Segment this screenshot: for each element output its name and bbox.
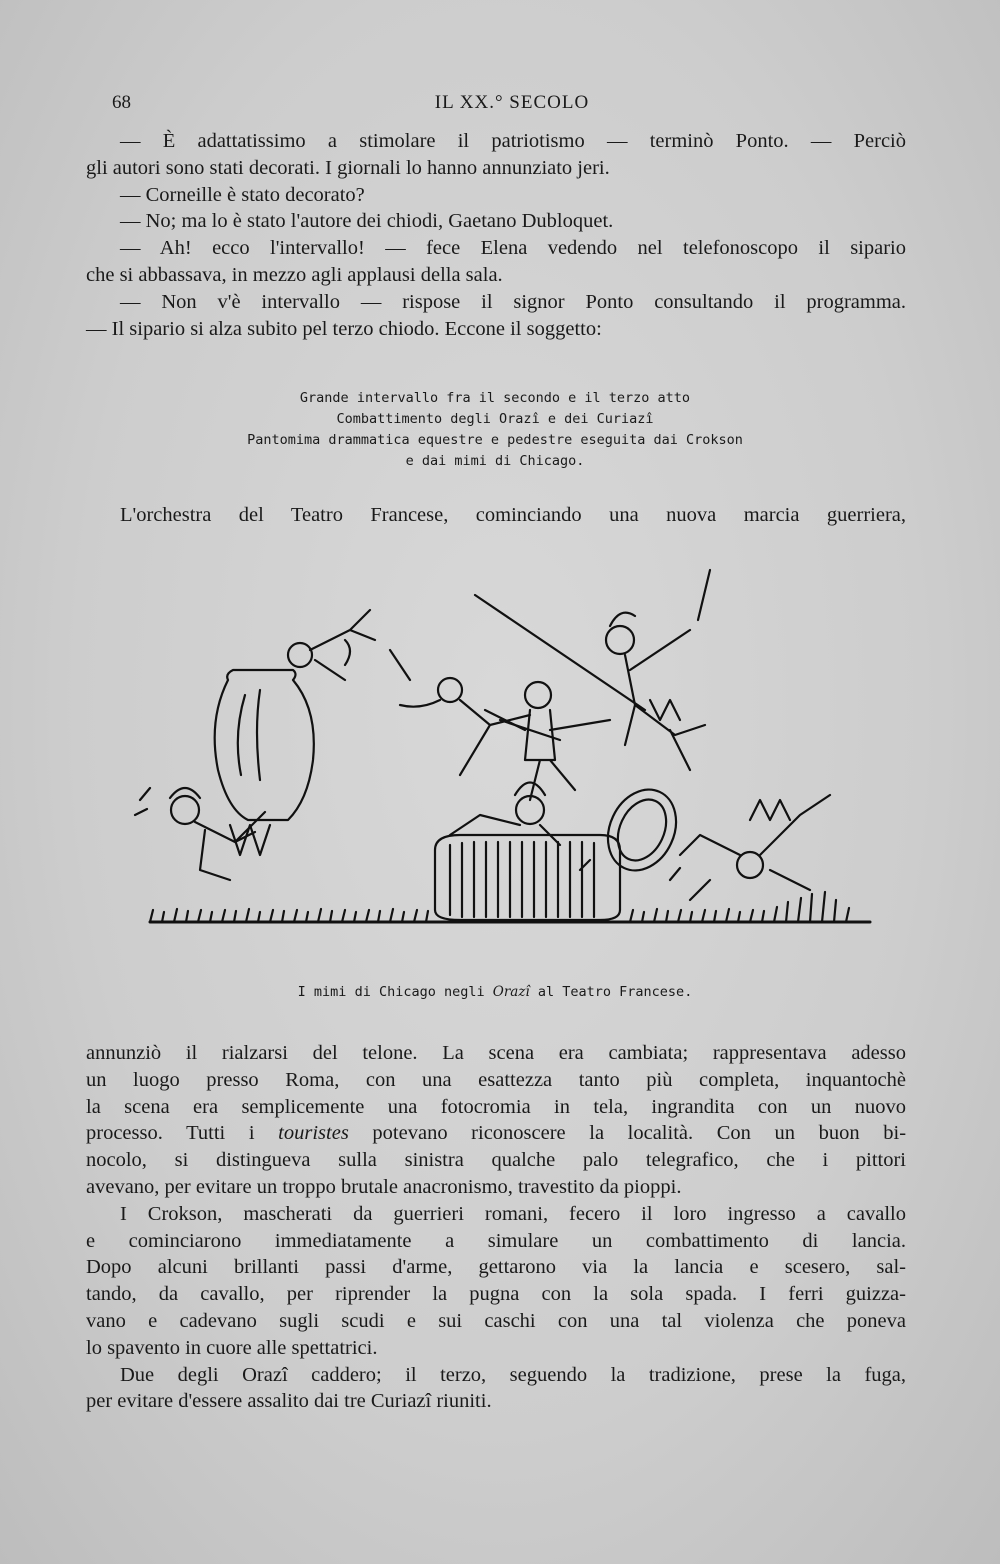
text-line: la scena era semplicemente una fotocromia in tela, ingrandita con un nuovo	[86, 1095, 906, 1118]
text-line: Dopo alcuni brillanti passi d'arme, gettarono via la lancia e scesero, sal-	[86, 1256, 906, 1279]
text-line: — Corneille è stato decorato?	[120, 183, 365, 206]
text-line: tando, da cavallo, per riprender la pugna con la sola spada. I ferri guizza-	[86, 1283, 906, 1306]
text-line: Due degli Orazî caddero; il terzo, seguendo la tradizione, prese la fuga,	[120, 1363, 906, 1386]
text-span: processo. Tutti i	[86, 1122, 255, 1145]
text-line: nocolo, si distingueva sulla sinistra qualche palo telegrafico, che i pittori	[86, 1149, 906, 1172]
text-line: — È adattatissimo a stimolare il patriotismo — terminò Ponto. — Perciò	[120, 130, 906, 152]
text-line: — Non v'è intervallo — rispose il signor Ponto consultando il programma.	[120, 290, 906, 313]
caption-text: I mimi di Chicago negli	[297, 984, 485, 1000]
program-line: Combattimento degli Orazî e dei Curiazî	[336, 411, 654, 427]
text-line: annunziò il rialzarsi del telone. La scena era cambiata; rappresentava adesso	[86, 1042, 906, 1064]
text-line: I Crokson, mascherati da guerrieri romani, fecero il loro ingresso a cavallo	[120, 1202, 906, 1225]
program-notice	[200, 388, 790, 472]
text-span: potevano riconoscere la località. Con un buon bi-	[372, 1122, 907, 1145]
shield	[595, 778, 689, 881]
text-line: — No; ma lo è stato l'autore dei chiodi, Gaetano Dubloquet.	[120, 210, 614, 233]
text-line: gli autori sono stati decorati. I giornali lo hanno annunziato jeri.	[86, 156, 610, 179]
text-line: — Ah! ecco l'intervallo! — fece Elena vedendo nel telefonoscopo il sipario	[120, 237, 906, 260]
mimes-drawing	[110, 560, 880, 960]
text-line: un luogo presso Roma, con una esattezza tanto più completa, inquantochè	[86, 1068, 906, 1091]
text-line: e cominciarono immediatamente a simulare un combattimento di lancia.	[86, 1229, 906, 1252]
italic-word: touristes	[278, 1122, 349, 1145]
spear	[475, 595, 645, 710]
text-line: avevano, per evitare un troppo brutale anacronismo, travestito da pioppi.	[86, 1175, 682, 1198]
illustration-mimes	[110, 560, 880, 960]
program-line: Pantomima drammatica equestre e pedestre eseguita dai Crokson	[247, 432, 743, 448]
program-line: e dai mimi di Chicago.	[405, 453, 585, 469]
text-line: lo spavento in cuore alle spettatrici.	[86, 1336, 378, 1359]
continuation-line: L'orchestra del Teatro Francese, cominciando una nuova marcia guerriera,	[120, 504, 906, 526]
text-line: — Il sipario si alza subito pel terzo chiodo. Eccone il soggetto:	[86, 317, 602, 340]
text-line	[86, 1120, 906, 1147]
text-line: vano e cadevano sugli scudi e sui caschi con una tal violenza che poneva	[86, 1309, 906, 1332]
page-header	[112, 92, 912, 122]
text-line: che si abbassava, in mezzo agli applausi della sala.	[86, 263, 503, 286]
program-line: Grande intervallo fra il secondo e il terzo atto	[299, 390, 691, 406]
vase	[215, 670, 314, 820]
figure-caption	[200, 984, 790, 1000]
caption-italic: Orazî	[492, 984, 530, 1000]
page-number: 68	[112, 92, 131, 113]
running-title: IL XX.° SECOLO	[434, 92, 590, 113]
caption-text: al Teatro Francese.	[537, 984, 693, 1000]
dialogue-text	[86, 128, 906, 342]
narrative-text	[86, 1040, 906, 1415]
text-line: per evitare d'essere assalito dai tre Curiazî riuniti.	[86, 1390, 492, 1413]
